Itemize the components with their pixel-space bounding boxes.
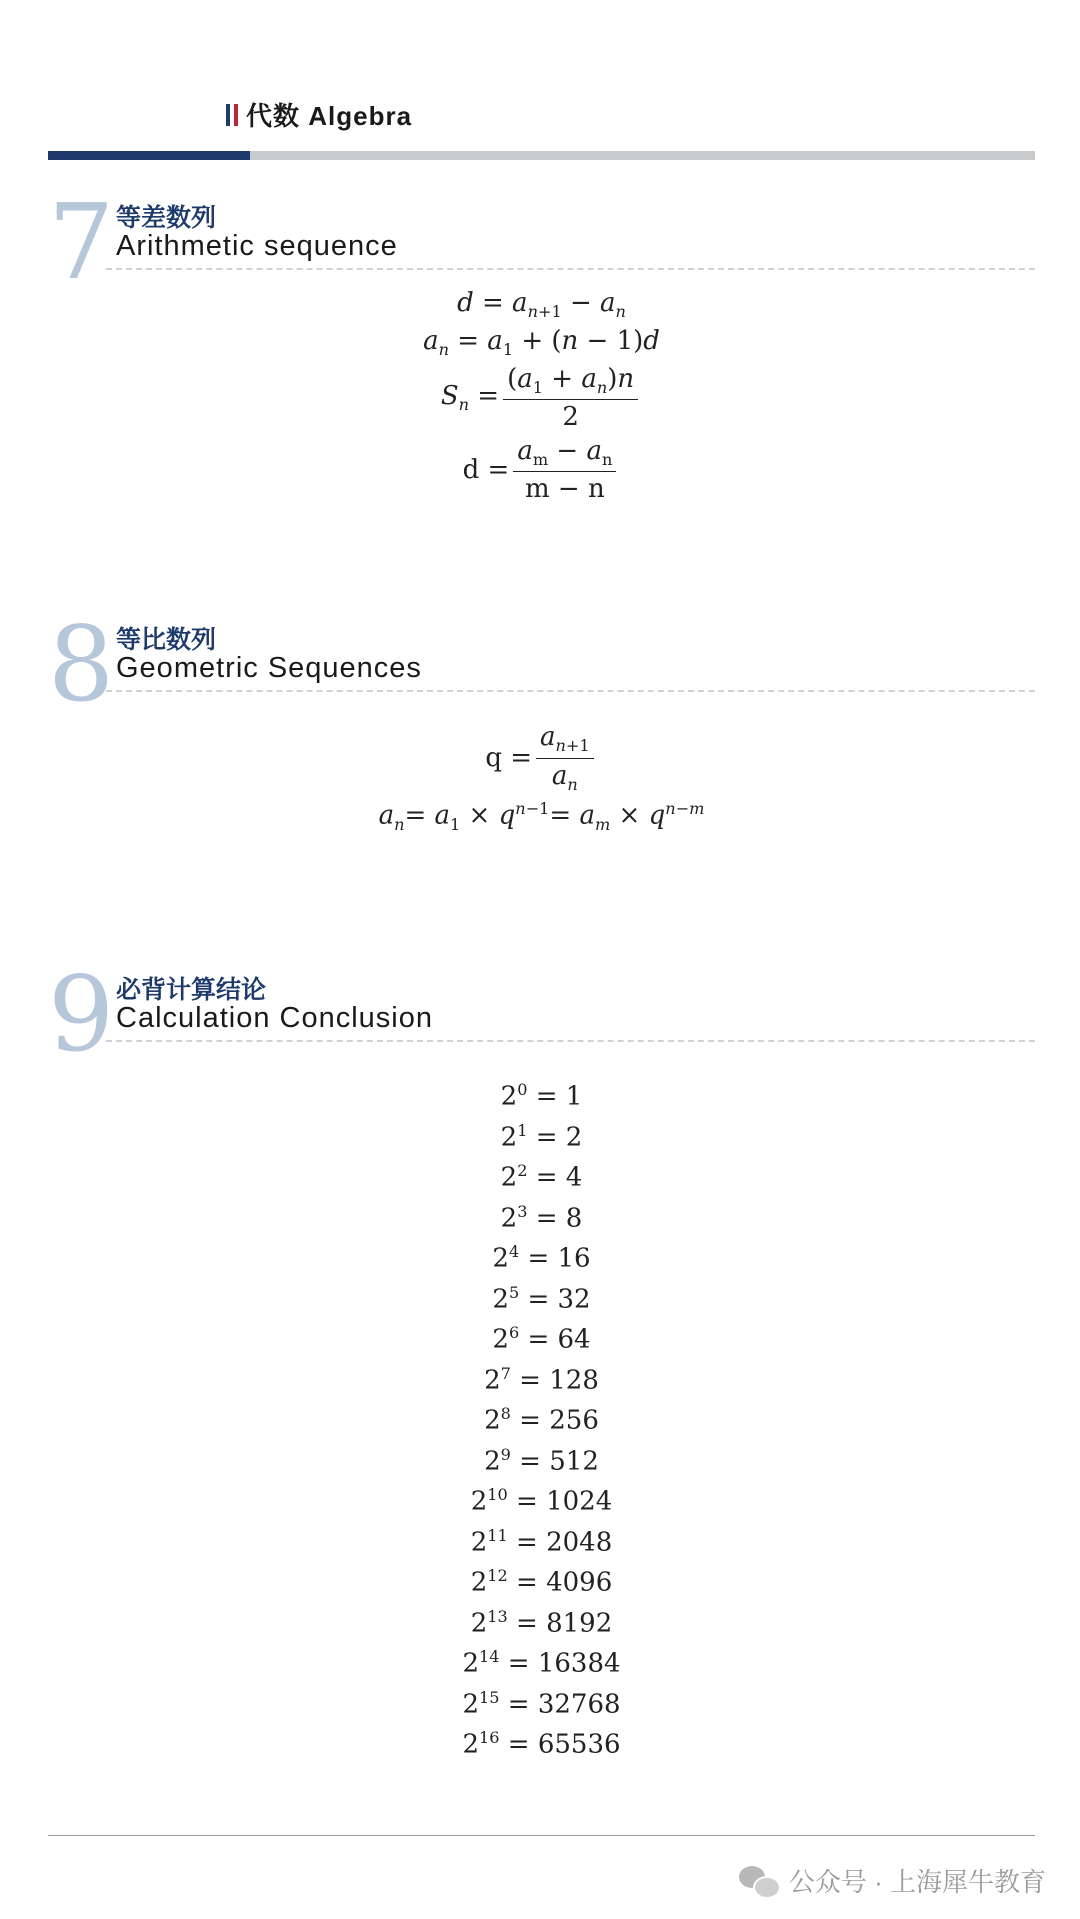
- footer-watermark: [739, 1862, 1046, 1899]
- power-row: $2^{14} = 16384$: [462, 1647, 621, 1679]
- formula-common-ratio: q = $\frac{a_{n+1}}{a_n}$: [48, 722, 1035, 794]
- footer-text: 公众号 · 上海犀牛教育: [788, 1867, 1046, 1897]
- power-exponent: 3: [517, 1201, 528, 1221]
- section-title-en: Geometric Sequences: [116, 652, 422, 684]
- power-value: 4: [565, 1162, 583, 1193]
- powers-of-two-list: [48, 1070, 1035, 1759]
- power-row: $2^{10} = 1024$: [470, 1485, 613, 1517]
- power-row: $2^8 = 256$: [484, 1404, 599, 1436]
- power-value: 512: [549, 1446, 599, 1477]
- power-row: $2^9 = 512$: [484, 1444, 599, 1477]
- power-row: $2^0 = 1$: [500, 1080, 583, 1112]
- flag-icon: [226, 104, 238, 126]
- power-row: $2^{11} = 2048$: [470, 1525, 613, 1558]
- power-value: 2048: [546, 1527, 613, 1558]
- flag-stripe: [234, 104, 238, 126]
- formula-sum: $S_n$ = $\frac{(a_1 + a_n)n}{2}$: [48, 362, 1035, 434]
- power-exponent: 8: [500, 1404, 511, 1423]
- geometric-formulas: [48, 722, 1035, 838]
- section-divider: [106, 690, 1035, 692]
- power-exponent: 4: [508, 1242, 520, 1261]
- power-row: $2^6 = 64$: [492, 1323, 591, 1355]
- header-bar: [48, 151, 1035, 160]
- power-value: 64: [557, 1324, 591, 1355]
- section-divider: [106, 268, 1035, 270]
- section-arithmetic: [48, 181, 1035, 510]
- power-row: $2^1 = 2$: [500, 1120, 583, 1153]
- power-exponent: 2: [517, 1161, 528, 1180]
- page-header: [226, 96, 412, 133]
- footer-divider: [48, 1835, 1035, 1836]
- power-row: $2^{16} = 65536$: [462, 1728, 621, 1760]
- power-exponent: 9: [500, 1444, 511, 1464]
- power-exponent: 16: [479, 1728, 500, 1747]
- power-value: 256: [549, 1405, 599, 1436]
- power-value: 32: [557, 1284, 591, 1315]
- section-geometric: [48, 603, 1035, 852]
- power-row: $2^7 = 128$: [484, 1363, 599, 1396]
- section-number: 9: [48, 953, 115, 1075]
- section-number: 8: [48, 603, 115, 725]
- formula-common-difference: $d = a_{n+1} - a_n$: [457, 288, 626, 322]
- power-value: 128: [549, 1365, 599, 1396]
- power-exponent: 5: [508, 1282, 520, 1302]
- power-row: $2^{15} = 32768$: [462, 1687, 621, 1720]
- power-value: 16384: [537, 1648, 621, 1679]
- section-title-cn: 必背计算结论: [116, 976, 267, 1004]
- power-value: 65536: [537, 1729, 621, 1760]
- power-value: 8192: [546, 1608, 613, 1639]
- power-value: 1024: [546, 1486, 613, 1517]
- formula-difference-ratio: d = $\frac{a_m - a_n}{m - n}$: [48, 434, 1035, 506]
- power-row: $2^5 = 32$: [492, 1282, 591, 1315]
- section-title-cn: 等比数列: [116, 626, 217, 654]
- power-exponent: 11: [487, 1525, 508, 1545]
- wechat-icon: [739, 1866, 779, 1896]
- power-value: 4096: [546, 1567, 613, 1598]
- power-exponent: 10: [487, 1485, 508, 1504]
- arithmetic-formulas: [48, 286, 1035, 506]
- power-row: $2^2 = 4$: [500, 1161, 583, 1193]
- section-number: 7: [48, 181, 115, 303]
- power-exponent: 14: [479, 1647, 500, 1666]
- power-value: 8: [565, 1203, 583, 1234]
- formula-general-term: $a_n = a_1 + (n - 1)d$: [423, 326, 660, 360]
- section-title-en: Calculation Conclusion: [116, 1002, 433, 1034]
- power-exponent: 12: [487, 1566, 508, 1585]
- section-divider: [106, 1040, 1035, 1042]
- section-title-cn: 等差数列: [116, 204, 217, 232]
- header-title: 代数 Algebra: [246, 101, 413, 131]
- power-value: 2: [565, 1122, 583, 1153]
- power-exponent: 1: [517, 1120, 528, 1140]
- power-value: 16: [557, 1243, 591, 1274]
- header-bar-accent: [48, 151, 250, 160]
- formula-general-term: $a_n= a_1 \times q^{n-1}= a_m \times q^{n-m}$: [378, 798, 705, 834]
- power-value: 32768: [537, 1689, 621, 1720]
- power-row: $2^4 = 16$: [492, 1242, 591, 1274]
- section-calculation: [48, 953, 1035, 1075]
- power-exponent: 13: [487, 1606, 508, 1626]
- power-exponent: 6: [508, 1323, 520, 1342]
- power-row: $2^3 = 8$: [500, 1201, 583, 1234]
- power-row: $2^{12} = 4096$: [470, 1566, 613, 1598]
- section-title-en: Arithmetic sequence: [116, 230, 398, 262]
- power-value: 1: [565, 1081, 583, 1112]
- power-exponent: 7: [500, 1363, 511, 1383]
- power-exponent: 0: [517, 1080, 528, 1099]
- power-row: $2^{13} = 8192$: [470, 1606, 613, 1639]
- power-exponent: 15: [479, 1687, 500, 1707]
